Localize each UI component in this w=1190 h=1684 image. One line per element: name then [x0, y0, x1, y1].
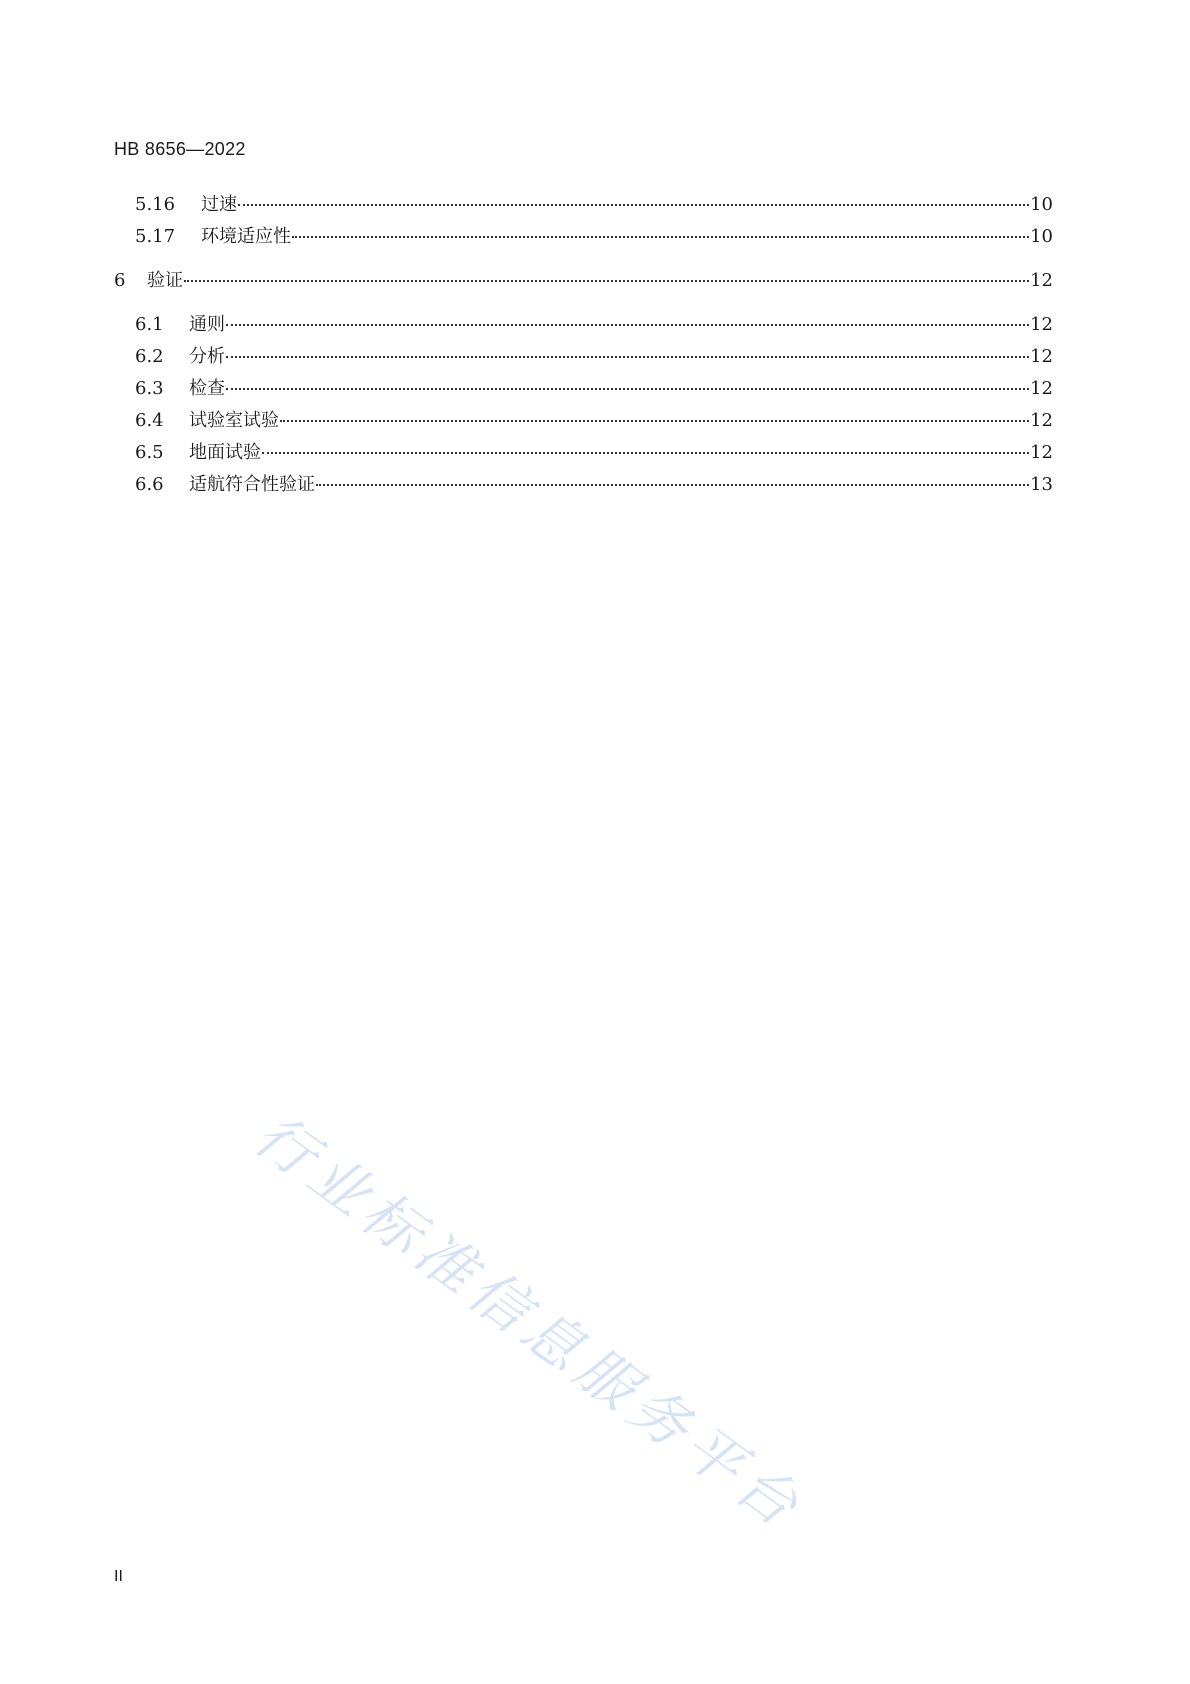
toc-entry[interactable]: [135, 473, 1053, 497]
toc-entry[interactable]: [135, 313, 1053, 337]
toc-entry-number: 5.16: [135, 194, 176, 215]
toc-leader-dots: [262, 452, 1029, 454]
toc-entry-title: 过速: [201, 194, 237, 215]
toc-entry-number: 6.1: [135, 314, 164, 335]
toc-entry-title: 试验室试验: [189, 410, 279, 431]
toc-entry-page: 12: [1030, 270, 1053, 291]
toc-entry[interactable]: [135, 225, 1053, 249]
toc-leader-dots: [238, 204, 1029, 206]
toc-entry-page: 12: [1030, 314, 1053, 335]
toc-entry-page: 12: [1030, 410, 1053, 431]
toc-entry-number: 6: [114, 270, 126, 291]
toc-entry-page: 12: [1030, 346, 1053, 367]
toc-entry-title: 验证: [147, 270, 183, 291]
toc-leader-dots: [292, 236, 1029, 238]
toc-entry-page: 13: [1030, 474, 1053, 495]
toc-entry[interactable]: [135, 377, 1053, 401]
toc-entry-page: 12: [1030, 442, 1053, 463]
toc-entry-title: 适航符合性验证: [189, 474, 315, 495]
toc-leader-dots: [226, 388, 1029, 390]
toc-leader-dots: [316, 484, 1029, 486]
toc-entry-page: 10: [1030, 194, 1053, 215]
toc-entry[interactable]: [135, 409, 1053, 433]
toc-entry-title: 分析: [189, 346, 225, 367]
toc-leader-dots: [184, 280, 1029, 282]
toc-entry-number: 6.4: [135, 410, 164, 431]
toc-entry-page: 10: [1030, 226, 1053, 247]
toc-entry[interactable]: [114, 269, 1053, 293]
toc-entry-title: 环境适应性: [201, 226, 291, 247]
page-number: II: [114, 1568, 123, 1585]
toc-entry-page: 12: [1030, 378, 1053, 399]
toc-leader-dots: [280, 420, 1029, 422]
toc-entry-number: 6.2: [135, 346, 164, 367]
toc-leader-dots: [226, 324, 1029, 326]
toc-entry-number: 6.6: [135, 474, 164, 495]
toc-leader-dots: [226, 356, 1029, 358]
toc-entry-number: 6.5: [135, 442, 164, 463]
toc-entry-title: 地面试验: [189, 442, 261, 463]
toc-entry-title: 通则: [189, 314, 225, 335]
toc-entry-title: 检查: [189, 378, 225, 399]
toc-entry-number: 6.3: [135, 378, 164, 399]
document-header: HB 8656—2022: [114, 139, 246, 159]
toc-entry[interactable]: [135, 441, 1053, 465]
watermark-text: 行业标准信息服务平台: [242, 1100, 817, 1544]
toc-entry[interactable]: [135, 193, 1053, 217]
toc-entry[interactable]: [135, 345, 1053, 369]
toc-entry-number: 5.17: [135, 226, 176, 247]
